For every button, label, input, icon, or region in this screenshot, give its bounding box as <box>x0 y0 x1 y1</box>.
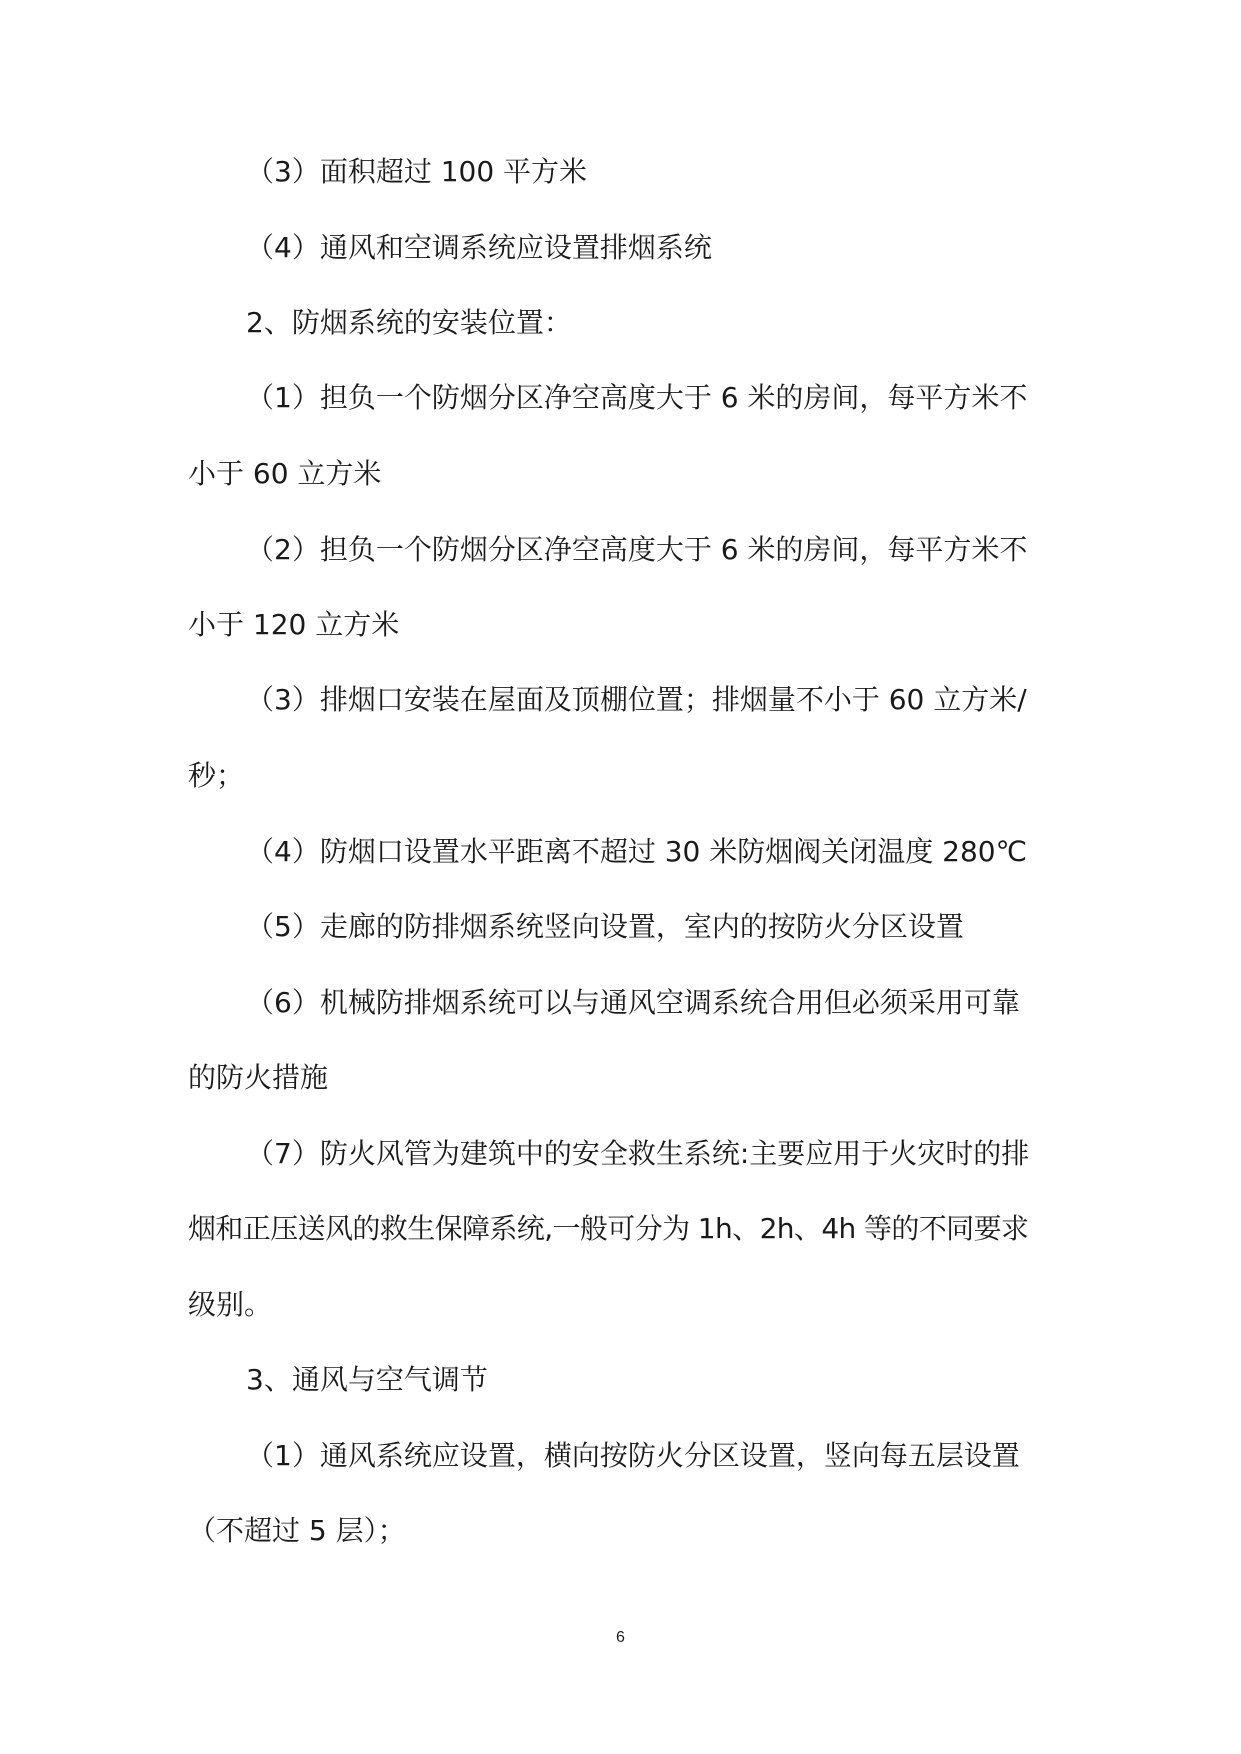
text-line: （1）担负一个防烟分区净空高度大于 6 米的房间，每平方米不 <box>246 381 1028 414</box>
section-heading: 3、通风与空气调节 <box>246 1363 488 1396</box>
text-line: （3）面积超过 100 平方米 <box>246 155 588 188</box>
page-number: 6 <box>616 1629 625 1646</box>
text-line: （不超过 5 层）； <box>188 1514 406 1547</box>
text-line: （2）担负一个防烟分区净空高度大于 6 米的房间，每平方米不 <box>246 533 1028 566</box>
section-heading: 2、防烟系统的安装位置： <box>246 306 572 339</box>
text-line: （4）通风和空调系统应设置排烟系统 <box>246 231 712 264</box>
text-line: （1）通风系统应设置，横向按防火分区设置，竖向每五层设置 <box>246 1439 1020 1472</box>
text-line: （3）排烟口安装在屋面及顶棚位置；排烟量不小于 60 立方米/ <box>246 683 1027 716</box>
text-line: 小于 120 立方米 <box>188 608 400 641</box>
text-line: （6）机械防排烟系统可以与通风空调系统合用但必须采用可靠 <box>246 986 1020 1019</box>
text-line: 烟和正压送风的救生保障系统,一般可分为 1h、2h、4h 等的不同要求 <box>188 1212 1029 1245</box>
text-line: （4）防烟口设置水平距离不超过 30 米防烟阀关闭温度 280℃ <box>246 835 1028 868</box>
text-line: 的防火措施 <box>188 1061 329 1094</box>
text-line: （5）走廊的防排烟系统竖向设置，室内的按防火分区设置 <box>246 910 964 943</box>
text-line: 级别。 <box>188 1288 273 1321</box>
text-line: 秒； <box>188 759 245 792</box>
text-line: 小于 60 立方米 <box>188 457 382 490</box>
text-line: （7）防火风管为建筑中的安全救生系统:主要应用于火灾时的排 <box>246 1137 1030 1170</box>
